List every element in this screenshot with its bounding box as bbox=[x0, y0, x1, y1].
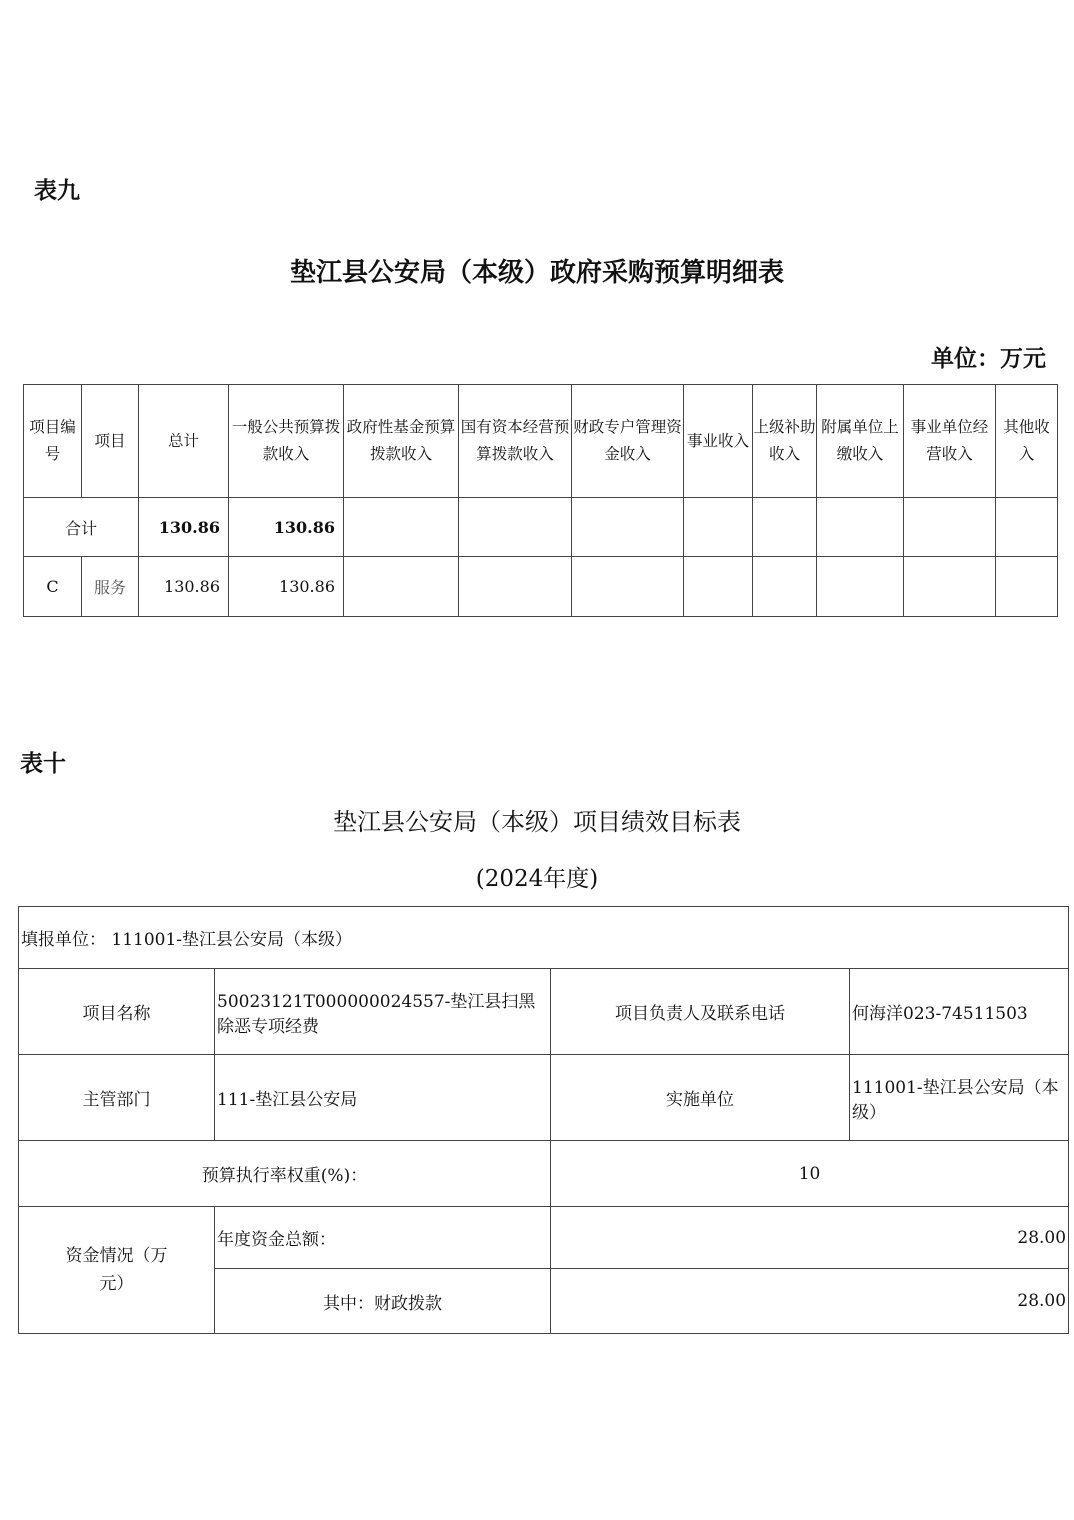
header-cell: 项目编号 bbox=[24, 385, 82, 498]
empty-cell bbox=[684, 557, 753, 617]
empty-cell bbox=[904, 498, 996, 557]
dept-value: 111-垫江县公安局 bbox=[215, 1055, 551, 1141]
weight-label: 预算执行率权重(%)： bbox=[19, 1141, 551, 1207]
row-code: C bbox=[24, 557, 82, 617]
project-name-value: 50023121T000000024557-垫江县扫黑除恶专项经费 bbox=[215, 969, 551, 1055]
header-cell: 财政专户管理资金收入 bbox=[572, 385, 684, 498]
total-row bbox=[24, 498, 1058, 557]
table9-title: 垫江县公安局（本级）政府采购预算明细表 bbox=[289, 258, 784, 288]
impl-label: 实施单位 bbox=[551, 1055, 850, 1141]
table9-header-row bbox=[24, 385, 1058, 498]
fund-label: 资金情况（万元） bbox=[19, 1207, 215, 1334]
table9-unit: 单位：万元 bbox=[931, 345, 1046, 372]
empty-cell bbox=[572, 557, 684, 617]
total-general: 130.86 bbox=[229, 498, 344, 557]
header-cell: 事业收入 bbox=[684, 385, 753, 498]
empty-cell bbox=[344, 557, 459, 617]
fill-unit-row bbox=[19, 907, 1069, 969]
table10-title: 垫江县公安局（本级）项目绩效目标表 bbox=[333, 808, 741, 836]
row-general: 130.86 bbox=[229, 557, 344, 617]
table-row bbox=[24, 557, 1058, 617]
table9-label: 表九 bbox=[34, 178, 80, 204]
header-cell: 附属单位上缴收入 bbox=[817, 385, 904, 498]
dept-row bbox=[19, 1055, 1069, 1141]
header-cell: 总计 bbox=[139, 385, 229, 498]
owner-value: 何海洋023-74511503 bbox=[850, 969, 1069, 1055]
header-cell: 政府性基金预算拨款收入 bbox=[344, 385, 459, 498]
header-cell: 国有资本经营预算拨款收入 bbox=[459, 385, 572, 498]
empty-cell bbox=[753, 498, 817, 557]
empty-cell bbox=[459, 557, 572, 617]
dept-label: 主管部门 bbox=[19, 1055, 215, 1141]
fiscal-value: 28.00 bbox=[551, 1269, 1069, 1334]
weight-row bbox=[19, 1141, 1069, 1207]
fill-unit: 填报单位： 111001-垫江县公安局（本级） bbox=[19, 907, 1069, 969]
row-total: 130.86 bbox=[139, 557, 229, 617]
empty-cell bbox=[684, 498, 753, 557]
empty-cell bbox=[996, 498, 1058, 557]
project-name-label: 项目名称 bbox=[19, 969, 215, 1055]
header-cell: 一般公共预算拨款收入 bbox=[229, 385, 344, 498]
empty-cell bbox=[572, 498, 684, 557]
empty-cell bbox=[904, 557, 996, 617]
weight-value: 10 bbox=[551, 1141, 1069, 1207]
impl-value: 111001-垫江县公安局（本级） bbox=[850, 1055, 1069, 1141]
project-name-row bbox=[19, 969, 1069, 1055]
fiscal-label: 其中：财政拨款 bbox=[215, 1269, 551, 1334]
owner-label: 项目负责人及联系电话 bbox=[551, 969, 850, 1055]
header-cell: 事业单位经营收入 bbox=[904, 385, 996, 498]
header-cell: 上级补助收入 bbox=[753, 385, 817, 498]
header-cell: 其他收入 bbox=[996, 385, 1058, 498]
empty-cell bbox=[753, 557, 817, 617]
empty-cell bbox=[996, 557, 1058, 617]
empty-cell bbox=[817, 557, 904, 617]
empty-cell bbox=[817, 498, 904, 557]
table10-year: (2024年度) bbox=[475, 866, 599, 892]
performance-target-table bbox=[18, 906, 1069, 1334]
total-sum: 130.86 bbox=[139, 498, 229, 557]
empty-cell bbox=[344, 498, 459, 557]
procurement-budget-table bbox=[23, 384, 1058, 617]
row-item: 服务 bbox=[82, 557, 139, 617]
annual-total-row bbox=[19, 1207, 1069, 1269]
annual-total-value: 28.00 bbox=[551, 1207, 1069, 1269]
header-cell: 项目 bbox=[82, 385, 139, 498]
empty-cell bbox=[459, 498, 572, 557]
annual-total-label: 年度资金总额： bbox=[215, 1207, 551, 1269]
table10-label: 表十 bbox=[20, 751, 66, 777]
total-label: 合计 bbox=[24, 498, 139, 557]
